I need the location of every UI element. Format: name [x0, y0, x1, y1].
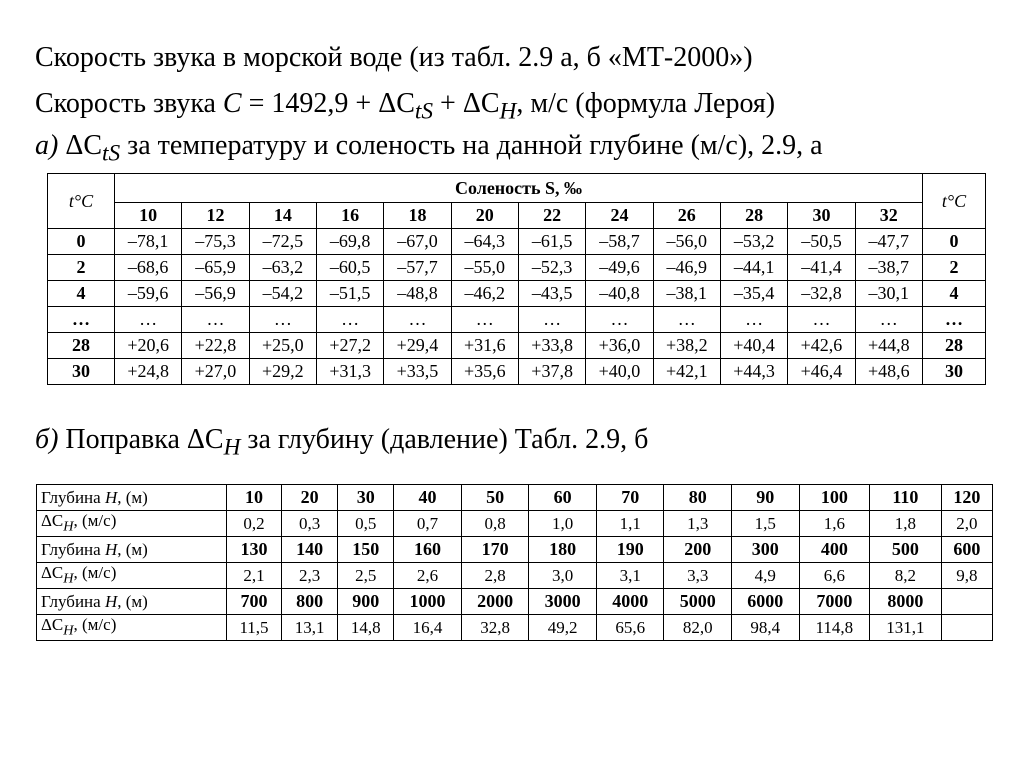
- correction-cell: 0,8: [461, 511, 529, 537]
- salinity-header: 16: [316, 203, 383, 229]
- depth-cell: 10: [227, 485, 282, 511]
- depth-cell: 4000: [596, 589, 664, 615]
- depth-cell: 400: [799, 537, 870, 563]
- temperature-cell: 2: [48, 255, 115, 281]
- salinity-header: 20: [451, 203, 518, 229]
- correction-cell: 2,3: [282, 563, 338, 589]
- depth-label-pre: Глубина: [41, 591, 105, 611]
- formula-sub2: H: [499, 98, 517, 125]
- section-b-text1: Поправка ΔC: [58, 424, 224, 455]
- table-cell: –58,7: [586, 229, 653, 255]
- correction-cell: 0,5: [338, 511, 394, 537]
- table-cell: +29,4: [384, 333, 451, 359]
- table-row: [48, 229, 986, 255]
- table-cell: +35,6: [451, 359, 518, 385]
- table-cell: …: [653, 307, 720, 333]
- table-cell: +48,6: [855, 359, 922, 385]
- table-cell: +33,8: [518, 333, 585, 359]
- salinity-header: 30: [788, 203, 855, 229]
- table-cell: –57,7: [384, 255, 451, 281]
- table-cell: +46,4: [788, 359, 855, 385]
- correction-cell: 49,2: [529, 615, 597, 641]
- correction-label-sub: H: [63, 518, 74, 535]
- table-row: [48, 359, 986, 385]
- table-cell: +44,3: [720, 359, 787, 385]
- section-b-sub: H: [223, 434, 241, 461]
- formula-suffix: , м/с (формула Лероя): [516, 88, 776, 119]
- depth-cell: 160: [394, 537, 462, 563]
- table-cell: –43,5: [518, 281, 585, 307]
- depth-label: [37, 537, 227, 563]
- depth-cell: 5000: [664, 589, 732, 615]
- table-cell: +44,8: [855, 333, 922, 359]
- depth-cell: 150: [338, 537, 394, 563]
- temperature-cell: …: [48, 307, 115, 333]
- depth-cell: 50: [461, 485, 529, 511]
- depth-label-var: H: [104, 591, 118, 611]
- formula-line: [35, 88, 775, 128]
- temperature-cell: 2: [923, 255, 986, 281]
- depth-cell: 190: [596, 537, 664, 563]
- depth-cell: 3000: [529, 589, 597, 615]
- table-cell: –67,0: [384, 229, 451, 255]
- temperature-cell: 4: [48, 281, 115, 307]
- correction-cell: 6,6: [799, 563, 870, 589]
- formula-plus: + ΔC: [433, 88, 500, 119]
- depth-cell: 300: [732, 537, 800, 563]
- table-cell: –49,6: [586, 255, 653, 281]
- correction-label-pre: ΔC: [41, 615, 64, 635]
- table-a-header-row: [48, 203, 986, 229]
- table-cell: –56,0: [653, 229, 720, 255]
- table-cell: +40,0: [586, 359, 653, 385]
- correction-cell: 1,6: [799, 511, 870, 537]
- depth-cell: 40: [394, 485, 462, 511]
- depth-cell: 900: [338, 589, 394, 615]
- temperature-cell: 4: [923, 281, 986, 307]
- table-cell: …: [384, 307, 451, 333]
- correction-label-sub: H: [63, 622, 74, 639]
- salinity-header: 18: [384, 203, 451, 229]
- table-cell: +27,2: [316, 333, 383, 359]
- section-a-text: за температуру и соленость на данной глубине (м/с), 2.9, а: [120, 130, 823, 161]
- depth-label-post: , (м): [117, 487, 148, 507]
- table-cell: +42,6: [788, 333, 855, 359]
- correction-cell: 2,0: [941, 511, 992, 537]
- correction-cell: 16,4: [394, 615, 462, 641]
- temperature-salinity-table: [47, 173, 986, 385]
- correction-cell: 3,0: [529, 563, 597, 589]
- depth-label-pre: Глубина: [41, 487, 105, 507]
- depth-cell: 180: [529, 537, 597, 563]
- table-cell: –55,0: [451, 255, 518, 281]
- correction-cell: 13,1: [282, 615, 338, 641]
- table-cell: –78,1: [115, 229, 182, 255]
- salinity-header: 12: [182, 203, 249, 229]
- depth-cell: 90: [732, 485, 800, 511]
- table-cell: –56,9: [182, 281, 249, 307]
- depth-cell: 80: [664, 485, 732, 511]
- salinity-header: 10: [115, 203, 182, 229]
- table-cell: –54,2: [249, 281, 316, 307]
- salinity-header: 32: [855, 203, 922, 229]
- table-cell: +20,6: [115, 333, 182, 359]
- table-cell: –46,9: [653, 255, 720, 281]
- correction-cell: [941, 615, 992, 641]
- table-cell: +22,8: [182, 333, 249, 359]
- correction-cell: 32,8: [461, 615, 529, 641]
- table-cell: –52,3: [518, 255, 585, 281]
- depth-cell: 2000: [461, 589, 529, 615]
- depth-label-post: , (м): [117, 591, 148, 611]
- correction-cell: 65,6: [596, 615, 664, 641]
- table-cell: –47,7: [855, 229, 922, 255]
- table-cell: –41,4: [788, 255, 855, 281]
- table-cell: …: [451, 307, 518, 333]
- salinity-header: 26: [653, 203, 720, 229]
- depth-cell: 8000: [870, 589, 942, 615]
- section-a-label: а): [35, 130, 59, 161]
- depth-label: [37, 589, 227, 615]
- correction-cell: 2,8: [461, 563, 529, 589]
- correction-cell: 2,1: [227, 563, 282, 589]
- depth-cell: 30: [338, 485, 394, 511]
- table-cell: –32,8: [788, 281, 855, 307]
- table-cell: +31,6: [451, 333, 518, 359]
- correction-cell: 1,0: [529, 511, 597, 537]
- depth-cell: 120: [941, 485, 992, 511]
- table-cell: –69,8: [316, 229, 383, 255]
- table-cell: …: [518, 307, 585, 333]
- table-a-salinity-title: Соленость S, ‰: [115, 174, 923, 203]
- table-cell: +37,8: [518, 359, 585, 385]
- correction-cell: 3,3: [664, 563, 732, 589]
- correction-cell: 98,4: [732, 615, 800, 641]
- correction-cell: 0,7: [394, 511, 462, 537]
- table-cell: –38,1: [653, 281, 720, 307]
- section-b-text2: за глубину (давление) Табл. 2.9, б: [240, 424, 649, 455]
- depth-cell: 800: [282, 589, 338, 615]
- correction-label-sub: H: [63, 570, 74, 587]
- correction-cell: 11,5: [227, 615, 282, 641]
- correction-cell: 1,1: [596, 511, 664, 537]
- table-cell: +31,3: [316, 359, 383, 385]
- correction-label-post: , (м/с): [73, 563, 117, 583]
- depth-cell: 100: [799, 485, 870, 511]
- title-line: Скорость звука в морской воде (из табл. 2.9 а, б «МТ-2000»): [35, 42, 753, 73]
- depth-cell: 70: [596, 485, 664, 511]
- depth-correction-table: [36, 484, 993, 641]
- correction-row: [37, 615, 993, 641]
- correction-cell: 1,3: [664, 511, 732, 537]
- depth-cell: [941, 589, 992, 615]
- temperature-cell: 30: [923, 359, 986, 385]
- correction-cell: 3,1: [596, 563, 664, 589]
- depth-cell: 1000: [394, 589, 462, 615]
- correction-row: [37, 563, 993, 589]
- correction-label-post: , (м/с): [73, 615, 117, 635]
- section-a-sub: tS: [102, 140, 121, 167]
- table-row: [48, 333, 986, 359]
- table-cell: …: [182, 307, 249, 333]
- depth-label-pre: Глубина: [41, 539, 105, 559]
- table-cell: –63,2: [249, 255, 316, 281]
- depth-cell: 20: [282, 485, 338, 511]
- correction-cell: 8,2: [870, 563, 942, 589]
- temperature-cell: 28: [48, 333, 115, 359]
- table-cell: –40,8: [586, 281, 653, 307]
- salinity-header: 14: [249, 203, 316, 229]
- depth-cell: 6000: [732, 589, 800, 615]
- correction-cell: 2,5: [338, 563, 394, 589]
- salinity-header: 24: [586, 203, 653, 229]
- table-row: [48, 255, 986, 281]
- table-cell: –65,9: [182, 255, 249, 281]
- formula-sub1: tS: [414, 98, 434, 125]
- table-cell: –60,5: [316, 255, 383, 281]
- temperature-cell: …: [923, 307, 986, 333]
- section-a-dc: ΔC: [58, 130, 103, 161]
- correction-cell: 0,2: [227, 511, 282, 537]
- table-cell: +42,1: [653, 359, 720, 385]
- salinity-header: 22: [518, 203, 585, 229]
- depth-cell: 7000: [799, 589, 870, 615]
- depth-cell: 200: [664, 537, 732, 563]
- temperature-cell: 0: [48, 229, 115, 255]
- section-a-heading: [35, 130, 823, 170]
- depth-cell: 140: [282, 537, 338, 563]
- depth-label-var: H: [104, 487, 118, 507]
- temperature-cell: 30: [48, 359, 115, 385]
- table-cell: …: [316, 307, 383, 333]
- correction-cell: 2,6: [394, 563, 462, 589]
- correction-cell: 1,8: [870, 511, 942, 537]
- depth-cell: 500: [870, 537, 942, 563]
- depth-cell: 110: [870, 485, 942, 511]
- correction-label: [37, 615, 227, 641]
- table-cell: …: [855, 307, 922, 333]
- table-cell: –64,3: [451, 229, 518, 255]
- correction-label-post: , (м/с): [73, 511, 117, 531]
- formula-prefix: Скорость звука: [35, 88, 223, 119]
- table-a-corner-right: t°C: [923, 174, 986, 229]
- table-cell: +38,2: [653, 333, 720, 359]
- table-cell: –46,2: [451, 281, 518, 307]
- table-cell: –68,6: [115, 255, 182, 281]
- table-row: [48, 281, 986, 307]
- formula-eq: = 1492,9 + ΔC: [241, 88, 415, 119]
- table-cell: –30,1: [855, 281, 922, 307]
- depth-label-var: H: [104, 539, 118, 559]
- depth-cell: 60: [529, 485, 597, 511]
- correction-label: [37, 563, 227, 589]
- correction-label: [37, 511, 227, 537]
- table-cell: +33,5: [384, 359, 451, 385]
- table-a-corner-left: t°C: [48, 174, 115, 229]
- table-cell: –38,7: [855, 255, 922, 281]
- table-cell: –72,5: [249, 229, 316, 255]
- section-b-heading: [35, 424, 648, 464]
- correction-cell: 114,8: [799, 615, 870, 641]
- temperature-cell: 0: [923, 229, 986, 255]
- table-cell: +29,2: [249, 359, 316, 385]
- depth-label: [37, 485, 227, 511]
- table-cell: +36,0: [586, 333, 653, 359]
- depth-label-post: , (м): [117, 539, 148, 559]
- correction-cell: 131,1: [870, 615, 942, 641]
- table-cell: –48,8: [384, 281, 451, 307]
- table-cell: +25,0: [249, 333, 316, 359]
- table-cell: –75,3: [182, 229, 249, 255]
- formula-c: C: [222, 88, 242, 119]
- correction-cell: 0,3: [282, 511, 338, 537]
- table-cell: …: [586, 307, 653, 333]
- table-cell: –35,4: [720, 281, 787, 307]
- table-row: [48, 307, 986, 333]
- table-cell: +27,0: [182, 359, 249, 385]
- table-cell: +24,8: [115, 359, 182, 385]
- table-cell: –53,2: [720, 229, 787, 255]
- table-cell: –44,1: [720, 255, 787, 281]
- table-cell: …: [115, 307, 182, 333]
- depth-cell: 170: [461, 537, 529, 563]
- table-cell: …: [720, 307, 787, 333]
- correction-cell: 9,8: [941, 563, 992, 589]
- correction-label-pre: ΔC: [41, 511, 64, 531]
- table-cell: –61,5: [518, 229, 585, 255]
- table-cell: …: [249, 307, 316, 333]
- salinity-header: 28: [720, 203, 787, 229]
- table-a-title-row: [48, 174, 986, 203]
- table-cell: –59,6: [115, 281, 182, 307]
- depth-row: [37, 537, 993, 563]
- correction-row: [37, 511, 993, 537]
- depth-cell: 130: [227, 537, 282, 563]
- correction-label-pre: ΔC: [41, 563, 64, 583]
- table-cell: –50,5: [788, 229, 855, 255]
- depth-row: [37, 485, 993, 511]
- correction-cell: 14,8: [338, 615, 394, 641]
- depth-cell: 700: [227, 589, 282, 615]
- correction-cell: 82,0: [664, 615, 732, 641]
- table-cell: –51,5: [316, 281, 383, 307]
- correction-cell: 4,9: [732, 563, 800, 589]
- temperature-cell: 28: [923, 333, 986, 359]
- table-cell: +40,4: [720, 333, 787, 359]
- depth-cell: 600: [941, 537, 992, 563]
- table-cell: …: [788, 307, 855, 333]
- correction-cell: 1,5: [732, 511, 800, 537]
- depth-row: [37, 589, 993, 615]
- section-b-label: б): [35, 424, 59, 455]
